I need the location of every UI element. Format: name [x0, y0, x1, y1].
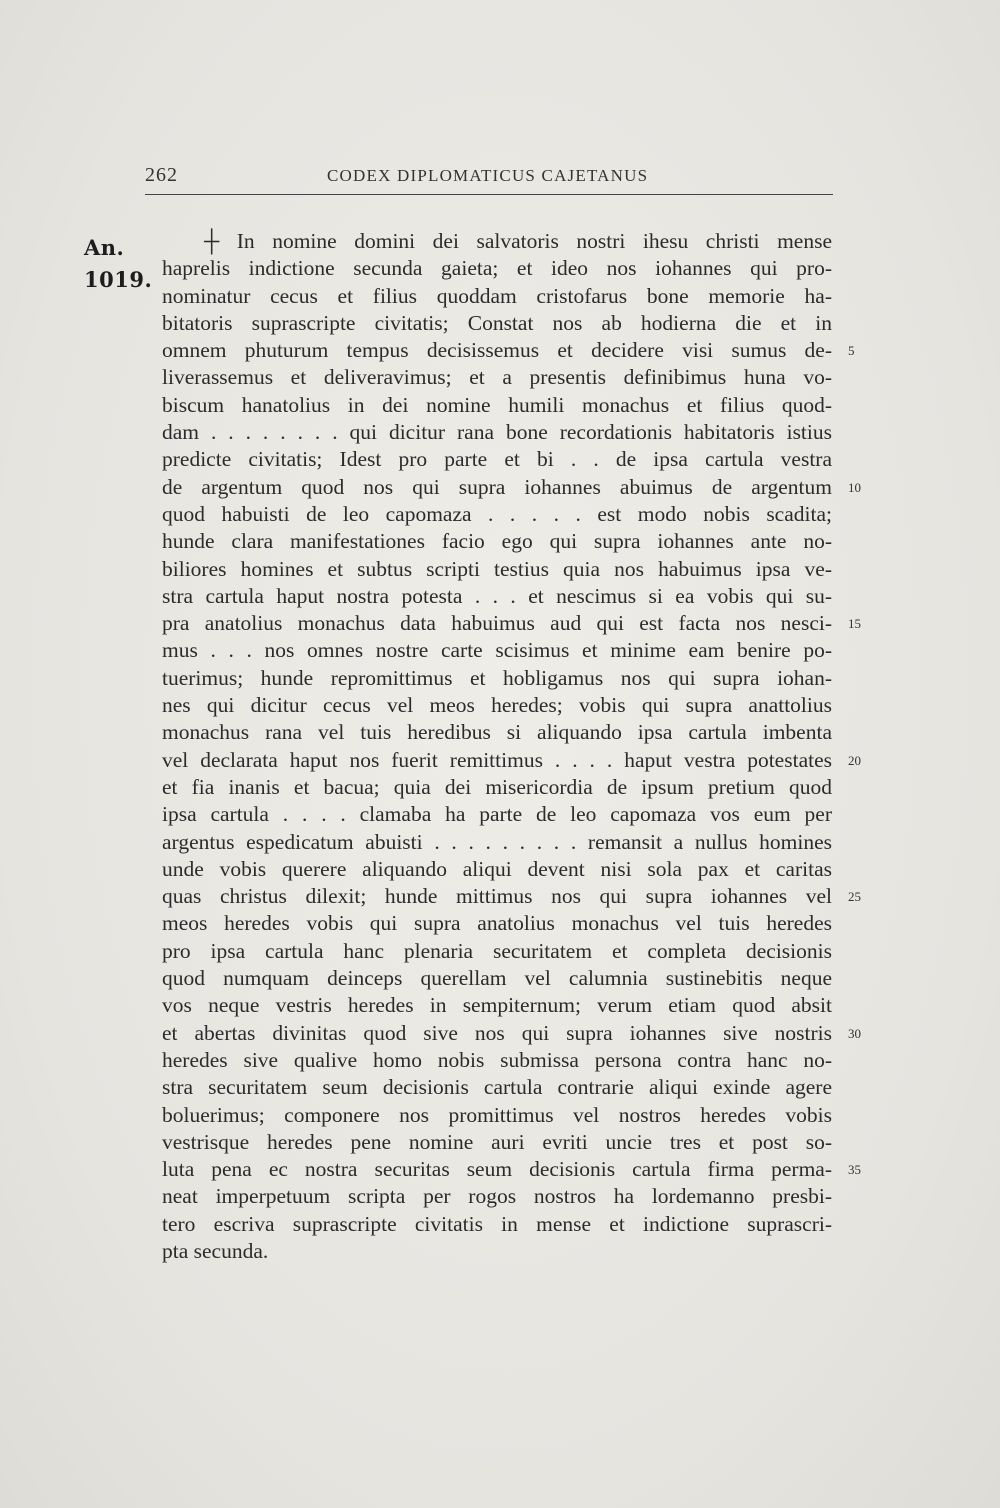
text-line: biliores homines et subtus scripti testius quia nos habuimus ipsa ve-: [162, 556, 832, 581]
running-title: CODEX DIPLOMATICUS CAJETANUS: [327, 166, 649, 185]
text-line: quod habuisti de leo capomaza . . . . . est modo nobis scadita;: [162, 501, 832, 526]
header-rule: [145, 194, 833, 195]
line-number: 5: [848, 343, 855, 359]
text-line: tero escriva suprascripte civitatis in mense et indictione suprascri-: [162, 1211, 832, 1236]
text-line: quod numquam deinceps querellam vel calumnia sustinebitis neque: [162, 966, 832, 991]
text-line: argentus espedicatum abuisti . . . . . . . . . remansit a nullus homines: [162, 829, 832, 854]
text-line: pro ipsa cartula hanc plenaria securitatem et completa decisionis: [162, 938, 832, 963]
line-number: 15: [848, 616, 861, 632]
text-line: meos heredes vobis qui supra anatolius monachus vel tuis heredes: [162, 911, 832, 936]
text-line: pta secunda.: [162, 1238, 269, 1263]
text-line: omnem phuturum tempus decisissemus et decidere visi sumus de-: [162, 338, 832, 363]
text-line: stra cartula haput nostra potesta . . . et nescimus si ea vobis qui su-: [162, 583, 832, 608]
text-line: hunde clara manifestationes facio ego qui supra iohannes ante no-: [162, 529, 832, 554]
text-line: de argentum quod nos qui supra iohannes abuimus de argentum: [162, 474, 832, 499]
margin-year-label: [84, 232, 154, 296]
text-line: vestrisque heredes pene nomine auri evriti uncie tres et post so-: [162, 1129, 832, 1154]
text-line: et fia inanis et bacua; quia dei misericordia de ipsum pretium quod: [162, 774, 832, 799]
text-line: nominatur cecus et filius quoddam cristofarus bone memorie ha-: [162, 283, 832, 308]
text-line: biscum hanatolius in dei nomine humili monachus et filius quod-: [162, 392, 832, 417]
line-number: 25: [848, 889, 861, 905]
text-line: stra securitatem seum decisionis cartula contrarie aliqui exinde agere: [162, 1075, 832, 1100]
page-header: [145, 164, 833, 194]
text-line: vos neque vestris heredes in sempiternum; verum etiam quod absit: [162, 993, 832, 1018]
line-number: 10: [848, 479, 861, 495]
document-body-text: [162, 228, 832, 1265]
text-line: mus . . . nos omnes nostre carte scisimus et minime eam benire po-: [162, 638, 832, 663]
line-number: 30: [848, 1025, 861, 1041]
text-line: neat imperpetuum scripta per rogos nostros ha lordemanno presbi-: [162, 1184, 832, 1209]
text-line: predicte civitatis; Idest pro parte et bi . . de ipsa cartula vestra: [162, 447, 832, 472]
text-line: dam . . . . . . . . qui dicitur rana bone recordationis habitatoris istius: [162, 420, 832, 445]
line-number: 20: [848, 752, 861, 768]
text-line: luta pena ec nostra securitas seum decisionis cartula firma perma-: [162, 1157, 832, 1182]
text-line: ┼ In nomine domini dei salvatoris nostri ihesu christi mense: [204, 229, 832, 253]
text-line: boluerimus; componere nos promittimus vel nostros heredes vobis: [162, 1102, 832, 1127]
text-line: quas christus dilexit; hunde mittimus nos qui supra iohannes vel: [162, 884, 832, 909]
year-prefix: An.: [84, 235, 125, 260]
text-line: ipsa cartula . . . . clamaba ha parte de leo capomaza vos eum per: [162, 802, 832, 827]
text-line: nes qui dicitur cecus vel meos heredes; vobis qui supra anattolius: [162, 693, 832, 718]
text-line: tuerimus; hunde repromittimus et hobligamus nos qui supra iohan-: [162, 665, 832, 690]
text-line: unde vobis querere aliquando aliqui devent nisi sola pax et caritas: [162, 856, 832, 881]
text-line: heredes sive qualive homo nobis submissa persona contra hanc no-: [162, 1047, 832, 1072]
page-number: 262: [145, 164, 178, 186]
year-value: 1019.: [84, 267, 153, 292]
text-line: monachus rana vel tuis heredibus si aliquando ipsa cartula imbenta: [162, 720, 832, 745]
text-line: et abertas divinitas quod sive nos qui supra iohannes sive nostris: [162, 1020, 832, 1045]
text-line: pra anatolius monachus data habuimus aud qui est facta nos nesci-: [162, 611, 832, 636]
text-line: bitatoris suprascripte civitatis; Constat nos ab hodierna die et in: [162, 310, 832, 335]
text-line: haprelis indictione secunda gaieta; et ideo nos iohannes qui pro-: [162, 256, 832, 281]
text-line: liverassemus et deliveravimus; et a presentis definibimus huna vo-: [162, 365, 832, 390]
line-number: 35: [848, 1162, 861, 1178]
text-line: vel declarata haput nos fuerit remittimus . . . . haput vestra potestates: [162, 747, 832, 772]
